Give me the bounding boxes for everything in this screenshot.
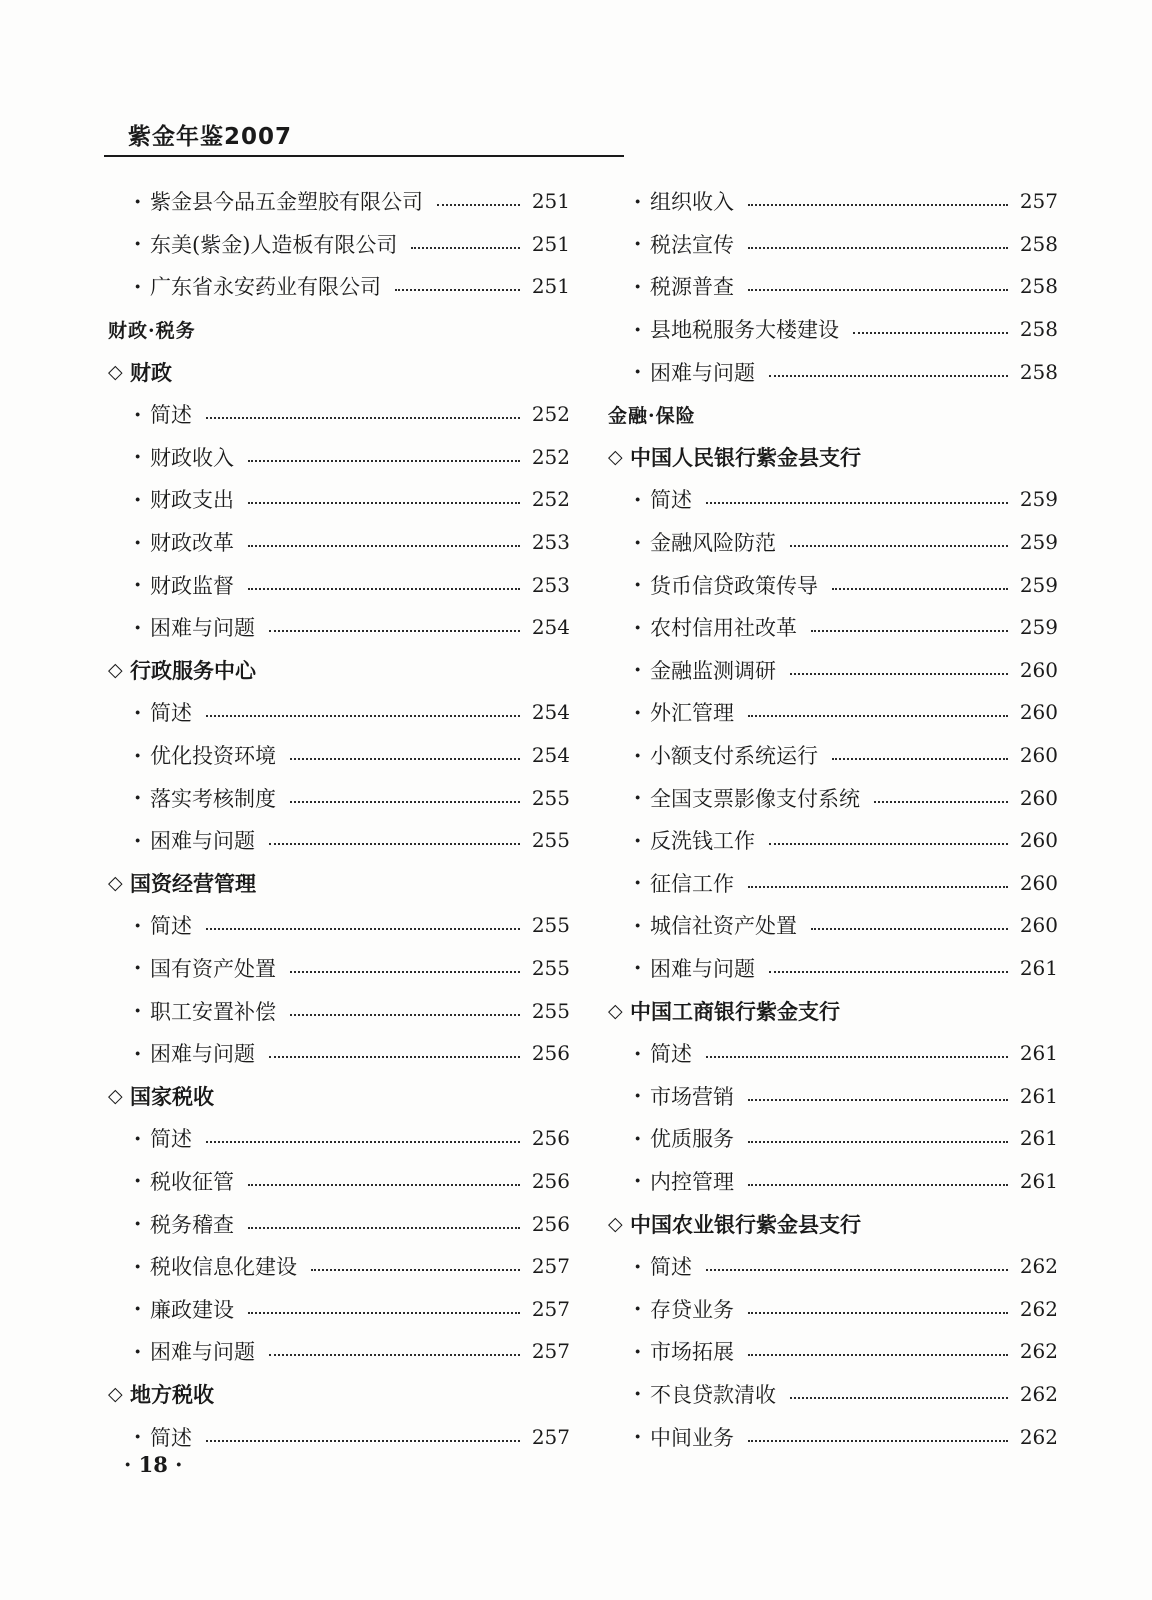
toc-entry[interactable]	[108, 521, 570, 564]
toc-entry-label: 中间业务	[650, 1425, 734, 1450]
toc-entry-page: 253	[531, 572, 570, 597]
toc-entry-label: 金融监测调研	[650, 658, 776, 683]
toc-entry-label: 困难与问题	[150, 829, 255, 854]
toc-entry[interactable]	[608, 563, 1058, 606]
toc-entry-label: 困难与问题	[150, 1042, 255, 1067]
bullet-dot-icon: ·	[634, 1253, 642, 1279]
dot-leader	[437, 204, 520, 206]
toc-entry-label: 紫金县今品五金塑胶有限公司	[150, 190, 423, 215]
toc-entry-label: 市场营销	[650, 1084, 734, 1109]
diamond-icon: ◇	[108, 1382, 123, 1405]
toc-entry[interactable]	[608, 819, 1058, 862]
bullet-dot-icon: ·	[134, 231, 142, 257]
toc-entry-label: 财政收入	[150, 445, 234, 470]
toc-entry[interactable]	[608, 776, 1058, 819]
toc-left-column	[108, 180, 570, 1458]
toc-entry-page: 256	[531, 1041, 570, 1066]
toc-entry[interactable]	[108, 265, 570, 308]
toc-entry-page: 261	[1019, 1168, 1058, 1193]
dot-leader	[748, 1141, 1008, 1143]
bullet-dot-icon: ·	[134, 401, 142, 427]
toc-entry-page: 259	[1019, 487, 1058, 512]
dot-leader	[269, 843, 520, 845]
toc-entry[interactable]	[608, 1287, 1058, 1330]
toc-entry[interactable]	[608, 350, 1058, 393]
toc-entry-label: 市场拓展	[650, 1340, 734, 1365]
bullet-dot-icon: ·	[634, 870, 642, 896]
bullet-dot-icon: ·	[134, 998, 142, 1024]
dot-leader	[706, 502, 1008, 504]
toc-entry-label: 廉政建设	[150, 1297, 234, 1322]
toc-entry-page: 252	[531, 487, 570, 512]
dot-leader	[290, 971, 520, 973]
bullet-dot-icon: ·	[634, 1083, 642, 1109]
toc-entry[interactable]	[108, 819, 570, 862]
bullet-dot-icon: ·	[634, 614, 642, 640]
dot-leader	[853, 332, 1008, 334]
dot-leader	[748, 1440, 1008, 1442]
bullet-dot-icon: ·	[634, 572, 642, 598]
toc-entry-page: 262	[1019, 1339, 1058, 1364]
dot-leader	[206, 715, 520, 717]
toc-entry-label: 城信社资产处置	[650, 914, 797, 939]
toc-entry-label: 税收征管	[150, 1169, 234, 1194]
dot-leader	[395, 289, 520, 291]
toc-entry-page: 260	[1019, 913, 1058, 938]
toc-entry[interactable]	[608, 1160, 1058, 1203]
bullet-dot-icon: ·	[634, 742, 642, 768]
diamond-icon: ◇	[108, 1084, 123, 1107]
toc-entry-label: 广东省永安药业有限公司	[150, 275, 381, 300]
toc-entry-page: 261	[1019, 955, 1058, 980]
toc-entry-page: 257	[531, 1424, 570, 1449]
toc-entry-page: 259	[1019, 615, 1058, 640]
dot-leader	[411, 247, 519, 249]
toc-entry-page: 256	[531, 1211, 570, 1236]
toc-entry-page: 252	[531, 444, 570, 469]
toc-entry-page: 259	[1019, 572, 1058, 597]
bullet-dot-icon: ·	[634, 912, 642, 938]
dot-leader	[290, 1014, 520, 1016]
toc-section-label: 地方税收	[130, 1382, 214, 1407]
toc-entry[interactable]	[608, 308, 1058, 351]
toc-entry-page: 260	[1019, 743, 1058, 768]
toc-entry-page: 253	[531, 530, 570, 555]
toc-entry-page: 255	[531, 785, 570, 810]
dot-leader	[248, 1312, 520, 1314]
toc-entry-label: 税收信息化建设	[150, 1255, 297, 1280]
toc-entry[interactable]	[608, 1415, 1058, 1458]
toc-right-column	[608, 180, 1058, 1458]
toc-entry-label: 外汇管理	[650, 701, 734, 726]
dot-leader	[748, 204, 1008, 206]
toc-entry-label: 财政改革	[150, 531, 234, 556]
toc-entry[interactable]	[608, 1074, 1058, 1117]
toc-section-heading[interactable]	[108, 1074, 570, 1117]
toc-entry[interactable]	[108, 776, 570, 819]
dot-leader	[748, 1354, 1008, 1356]
toc-entry[interactable]	[608, 223, 1058, 266]
toc-entry-page: 261	[1019, 1041, 1058, 1066]
toc-entry-label: 组织收入	[650, 190, 734, 215]
toc-entry-label: 金融风险防范	[650, 531, 776, 556]
toc-entry[interactable]	[108, 1202, 570, 1245]
diamond-icon: ◇	[608, 999, 623, 1022]
dot-leader	[769, 375, 1008, 377]
bullet-dot-icon: ·	[134, 1211, 142, 1237]
toc-entry-page: 254	[531, 615, 570, 640]
toc-entry-page: 261	[1019, 1126, 1058, 1151]
toc-entry[interactable]	[608, 265, 1058, 308]
bullet-dot-icon: ·	[134, 699, 142, 725]
toc-section-heading[interactable]	[608, 436, 1058, 479]
toc-entry[interactable]	[108, 1330, 570, 1373]
toc-entry[interactable]	[608, 1373, 1058, 1416]
toc-entry-label: 简述	[150, 914, 192, 939]
dot-leader	[206, 417, 520, 419]
toc-entry-label: 税源普查	[650, 275, 734, 300]
toc-entry-page: 254	[531, 743, 570, 768]
toc-entry[interactable]	[608, 478, 1058, 521]
bullet-dot-icon: ·	[134, 1253, 142, 1279]
toc-section-label: 行政服务中心	[130, 658, 256, 683]
diamond-icon: ◇	[108, 871, 123, 894]
dot-leader	[769, 843, 1008, 845]
bullet-dot-icon: ·	[134, 827, 142, 853]
bullet-dot-icon: ·	[134, 444, 142, 470]
toc-entry[interactable]	[608, 1032, 1058, 1075]
toc-entry-page: 262	[1019, 1296, 1058, 1321]
diamond-icon: ◇	[608, 1212, 623, 1235]
toc-entry-label: 简述	[150, 403, 192, 428]
toc-entry[interactable]	[108, 478, 570, 521]
bullet-dot-icon: ·	[634, 273, 642, 299]
toc-entry-page: 260	[1019, 870, 1058, 895]
bullet-dot-icon: ·	[634, 1125, 642, 1151]
diamond-icon: ◇	[608, 445, 623, 468]
dot-leader	[748, 247, 1008, 249]
dot-leader	[748, 1184, 1008, 1186]
toc-entry[interactable]	[608, 606, 1058, 649]
toc-entry-label: 国有资产处置	[150, 956, 276, 981]
toc-entry-label: 财政监督	[150, 573, 234, 598]
toc-entry-page: 252	[531, 402, 570, 427]
bullet-dot-icon: ·	[634, 231, 642, 257]
toc-entry-page: 255	[531, 828, 570, 853]
bullet-dot-icon: ·	[634, 188, 642, 214]
dot-leader	[269, 630, 520, 632]
dot-leader	[269, 1354, 520, 1356]
toc-entry-label: 落实考核制度	[150, 786, 276, 811]
toc-entry-label: 简述	[150, 701, 192, 726]
toc-entry-label: 财政支出	[150, 488, 234, 513]
toc-entry-label: 内控管理	[650, 1169, 734, 1194]
toc-entry-page: 260	[1019, 785, 1058, 810]
dot-leader	[748, 1312, 1008, 1314]
dot-leader	[832, 588, 1008, 590]
toc-entry-label: 反洗钱工作	[650, 829, 755, 854]
toc-entry-page: 251	[531, 274, 570, 299]
toc-section-heading[interactable]	[608, 989, 1058, 1032]
toc-section-label: 国资经营管理	[130, 871, 256, 896]
toc-entry-page: 262	[1019, 1381, 1058, 1406]
toc-entry-label: 困难与问题	[150, 616, 255, 641]
toc-section-label: 中国人民银行紫金县支行	[630, 445, 861, 470]
toc-entry-page: 259	[1019, 530, 1058, 555]
toc-section-heading[interactable]	[108, 649, 570, 692]
bullet-dot-icon: ·	[634, 827, 642, 853]
toc-section-heading[interactable]	[108, 350, 570, 393]
toc-entry-label: 简述	[150, 1127, 192, 1152]
dot-leader	[206, 1440, 520, 1442]
toc-entry[interactable]	[108, 1117, 570, 1160]
dot-leader	[248, 545, 520, 547]
toc-entry-page: 256	[531, 1168, 570, 1193]
page-number: · 18 ·	[124, 1452, 183, 1477]
dot-leader	[790, 545, 1008, 547]
toc-entry[interactable]	[108, 691, 570, 734]
bullet-dot-icon: ·	[134, 912, 142, 938]
toc-entry-page: 255	[531, 955, 570, 980]
toc-entry[interactable]	[608, 521, 1058, 564]
dot-leader	[290, 801, 520, 803]
dot-leader	[269, 1056, 520, 1058]
toc-entry-label: 存贷业务	[650, 1297, 734, 1322]
toc-entry-page: 256	[531, 1126, 570, 1151]
dot-leader	[248, 460, 520, 462]
toc-entry[interactable]	[108, 180, 570, 223]
bullet-dot-icon: ·	[134, 1168, 142, 1194]
bullet-dot-icon: ·	[134, 1338, 142, 1364]
toc-entry-page: 257	[1019, 189, 1058, 214]
toc-entry-page: 262	[1019, 1254, 1058, 1279]
toc-entry-page: 258	[1019, 231, 1058, 256]
bullet-dot-icon: ·	[134, 955, 142, 981]
bullet-dot-icon: ·	[634, 1381, 642, 1407]
bullet-dot-icon: ·	[634, 1040, 642, 1066]
bullet-dot-icon: ·	[134, 1125, 142, 1151]
toc-entry[interactable]	[608, 1117, 1058, 1160]
toc-category-heading	[608, 393, 1058, 436]
toc-entry[interactable]	[108, 1160, 570, 1203]
toc-entry-label: 优质服务	[650, 1127, 734, 1152]
toc-entry-label: 货币信贷政策传导	[650, 573, 818, 598]
dot-leader	[790, 673, 1008, 675]
toc-section-label: 财政	[130, 360, 172, 385]
dot-leader	[874, 801, 1008, 803]
toc-entry-label: 职工安置补偿	[150, 999, 276, 1024]
bullet-dot-icon: ·	[134, 572, 142, 598]
toc-entry-label: 征信工作	[650, 871, 734, 896]
toc-entry-label: 东美(紫金)人造板有限公司	[150, 232, 398, 257]
dot-leader	[248, 1184, 520, 1186]
bullet-dot-icon: ·	[634, 955, 642, 981]
toc-entry-label: 不良贷款清收	[650, 1382, 776, 1407]
toc-entry-page: 257	[531, 1296, 570, 1321]
toc-entry-page: 258	[1019, 274, 1058, 299]
toc-entry-page: 258	[1019, 359, 1058, 384]
toc-entry-page: 254	[531, 700, 570, 725]
toc-category-heading	[108, 308, 570, 351]
bullet-dot-icon: ·	[134, 273, 142, 299]
bullet-dot-icon: ·	[634, 1296, 642, 1322]
toc-entry[interactable]	[108, 734, 570, 777]
header-rule	[104, 155, 624, 157]
dot-leader	[311, 1269, 520, 1271]
toc-entry[interactable]	[608, 862, 1058, 905]
dot-leader	[790, 1397, 1008, 1399]
toc-entry-label: 困难与问题	[650, 956, 755, 981]
toc-entry[interactable]	[108, 904, 570, 947]
dot-leader	[811, 928, 1008, 930]
toc-entry[interactable]	[608, 180, 1058, 223]
toc-entry[interactable]	[608, 904, 1058, 947]
toc-entry-label: 农村信用社改革	[650, 616, 797, 641]
toc-entry-label: 优化投资环境	[150, 744, 276, 769]
toc-entry-page: 255	[531, 998, 570, 1023]
toc-entry[interactable]	[608, 734, 1058, 777]
toc-entry-page: 251	[531, 189, 570, 214]
toc-entry-page: 255	[531, 913, 570, 938]
dot-leader	[748, 289, 1008, 291]
toc-entry-label: 简述	[650, 1255, 692, 1280]
toc-entry-label: 简述	[150, 1425, 192, 1450]
bullet-dot-icon: ·	[634, 316, 642, 342]
toc-section-heading[interactable]	[608, 1202, 1058, 1245]
bullet-dot-icon: ·	[134, 1040, 142, 1066]
dot-leader	[769, 971, 1008, 973]
toc-entry-label: 全国支票影像支付系统	[650, 786, 860, 811]
toc-section-heading[interactable]	[108, 862, 570, 905]
bullet-dot-icon: ·	[134, 486, 142, 512]
toc-entry[interactable]	[608, 649, 1058, 692]
bullet-dot-icon: ·	[634, 529, 642, 555]
toc-entry[interactable]	[108, 436, 570, 479]
dot-leader	[748, 715, 1008, 717]
bullet-dot-icon: ·	[134, 742, 142, 768]
bullet-dot-icon: ·	[634, 486, 642, 512]
toc-section-label: 国家税收	[130, 1084, 214, 1109]
toc-entry-page: 257	[531, 1339, 570, 1364]
toc-entry-page: 258	[1019, 317, 1058, 342]
toc-entry-label: 简述	[650, 488, 692, 513]
bullet-dot-icon: ·	[634, 785, 642, 811]
toc-section-label: 中国农业银行紫金县支行	[630, 1212, 861, 1237]
toc-category-label: 财政·税务	[108, 319, 196, 342]
toc-section-heading[interactable]	[108, 1373, 570, 1416]
toc-entry-page: 260	[1019, 700, 1058, 725]
toc-entry-page: 262	[1019, 1424, 1058, 1449]
toc-entry-page: 257	[531, 1254, 570, 1279]
toc-entry-label: 简述	[650, 1042, 692, 1067]
toc-entry[interactable]	[108, 1287, 570, 1330]
toc-entry-label: 困难与问题	[150, 1340, 255, 1365]
bullet-dot-icon: ·	[634, 1424, 642, 1450]
toc-entry[interactable]	[608, 947, 1058, 990]
bullet-dot-icon: ·	[134, 785, 142, 811]
bullet-dot-icon: ·	[634, 1338, 642, 1364]
bullet-dot-icon: ·	[134, 188, 142, 214]
toc-entry-page: 260	[1019, 828, 1058, 853]
toc-entry[interactable]	[608, 1330, 1058, 1373]
toc-entry[interactable]	[108, 947, 570, 990]
dot-leader	[290, 758, 520, 760]
bullet-dot-icon: ·	[634, 657, 642, 683]
bullet-dot-icon: ·	[634, 699, 642, 725]
toc-entry-label: 税务稽查	[150, 1212, 234, 1237]
bullet-dot-icon: ·	[634, 359, 642, 385]
toc-entry[interactable]	[108, 563, 570, 606]
toc-entry-page: 251	[531, 231, 570, 256]
toc-entry[interactable]	[108, 1032, 570, 1075]
dot-leader	[811, 630, 1008, 632]
toc-entry[interactable]	[108, 606, 570, 649]
toc-entry[interactable]	[108, 989, 570, 1032]
toc-entry-label: 县地税服务大楼建设	[650, 318, 839, 343]
toc-entry[interactable]	[608, 1245, 1058, 1288]
toc-entry[interactable]	[108, 393, 570, 436]
dot-leader	[706, 1056, 1008, 1058]
dot-leader	[248, 588, 520, 590]
bullet-dot-icon: ·	[134, 1424, 142, 1450]
diamond-icon: ◇	[108, 658, 123, 681]
running-header-title: 紫金年鉴2007	[128, 124, 293, 150]
dot-leader	[206, 928, 520, 930]
dot-leader	[206, 1141, 520, 1143]
toc-entry-label: 小额支付系统运行	[650, 744, 818, 769]
dot-leader	[748, 886, 1008, 888]
toc-category-label: 金融·保险	[608, 404, 696, 427]
bullet-dot-icon: ·	[134, 1296, 142, 1322]
dot-leader	[748, 1099, 1008, 1101]
toc-entry-page: 261	[1019, 1083, 1058, 1108]
toc-section-label: 中国工商银行紫金支行	[630, 999, 840, 1024]
dot-leader	[248, 1227, 520, 1229]
toc-entry-page: 260	[1019, 657, 1058, 682]
bullet-dot-icon: ·	[634, 1168, 642, 1194]
toc-entry-label: 税法宣传	[650, 232, 734, 257]
bullet-dot-icon: ·	[134, 529, 142, 555]
toc-entry[interactable]	[108, 1245, 570, 1288]
dot-leader	[706, 1269, 1008, 1271]
bullet-dot-icon: ·	[134, 614, 142, 640]
toc-entry[interactable]	[108, 223, 570, 266]
toc-entry-label: 困难与问题	[650, 360, 755, 385]
dot-leader	[832, 758, 1008, 760]
toc-entry[interactable]	[608, 691, 1058, 734]
dot-leader	[248, 502, 520, 504]
diamond-icon: ◇	[108, 360, 123, 383]
